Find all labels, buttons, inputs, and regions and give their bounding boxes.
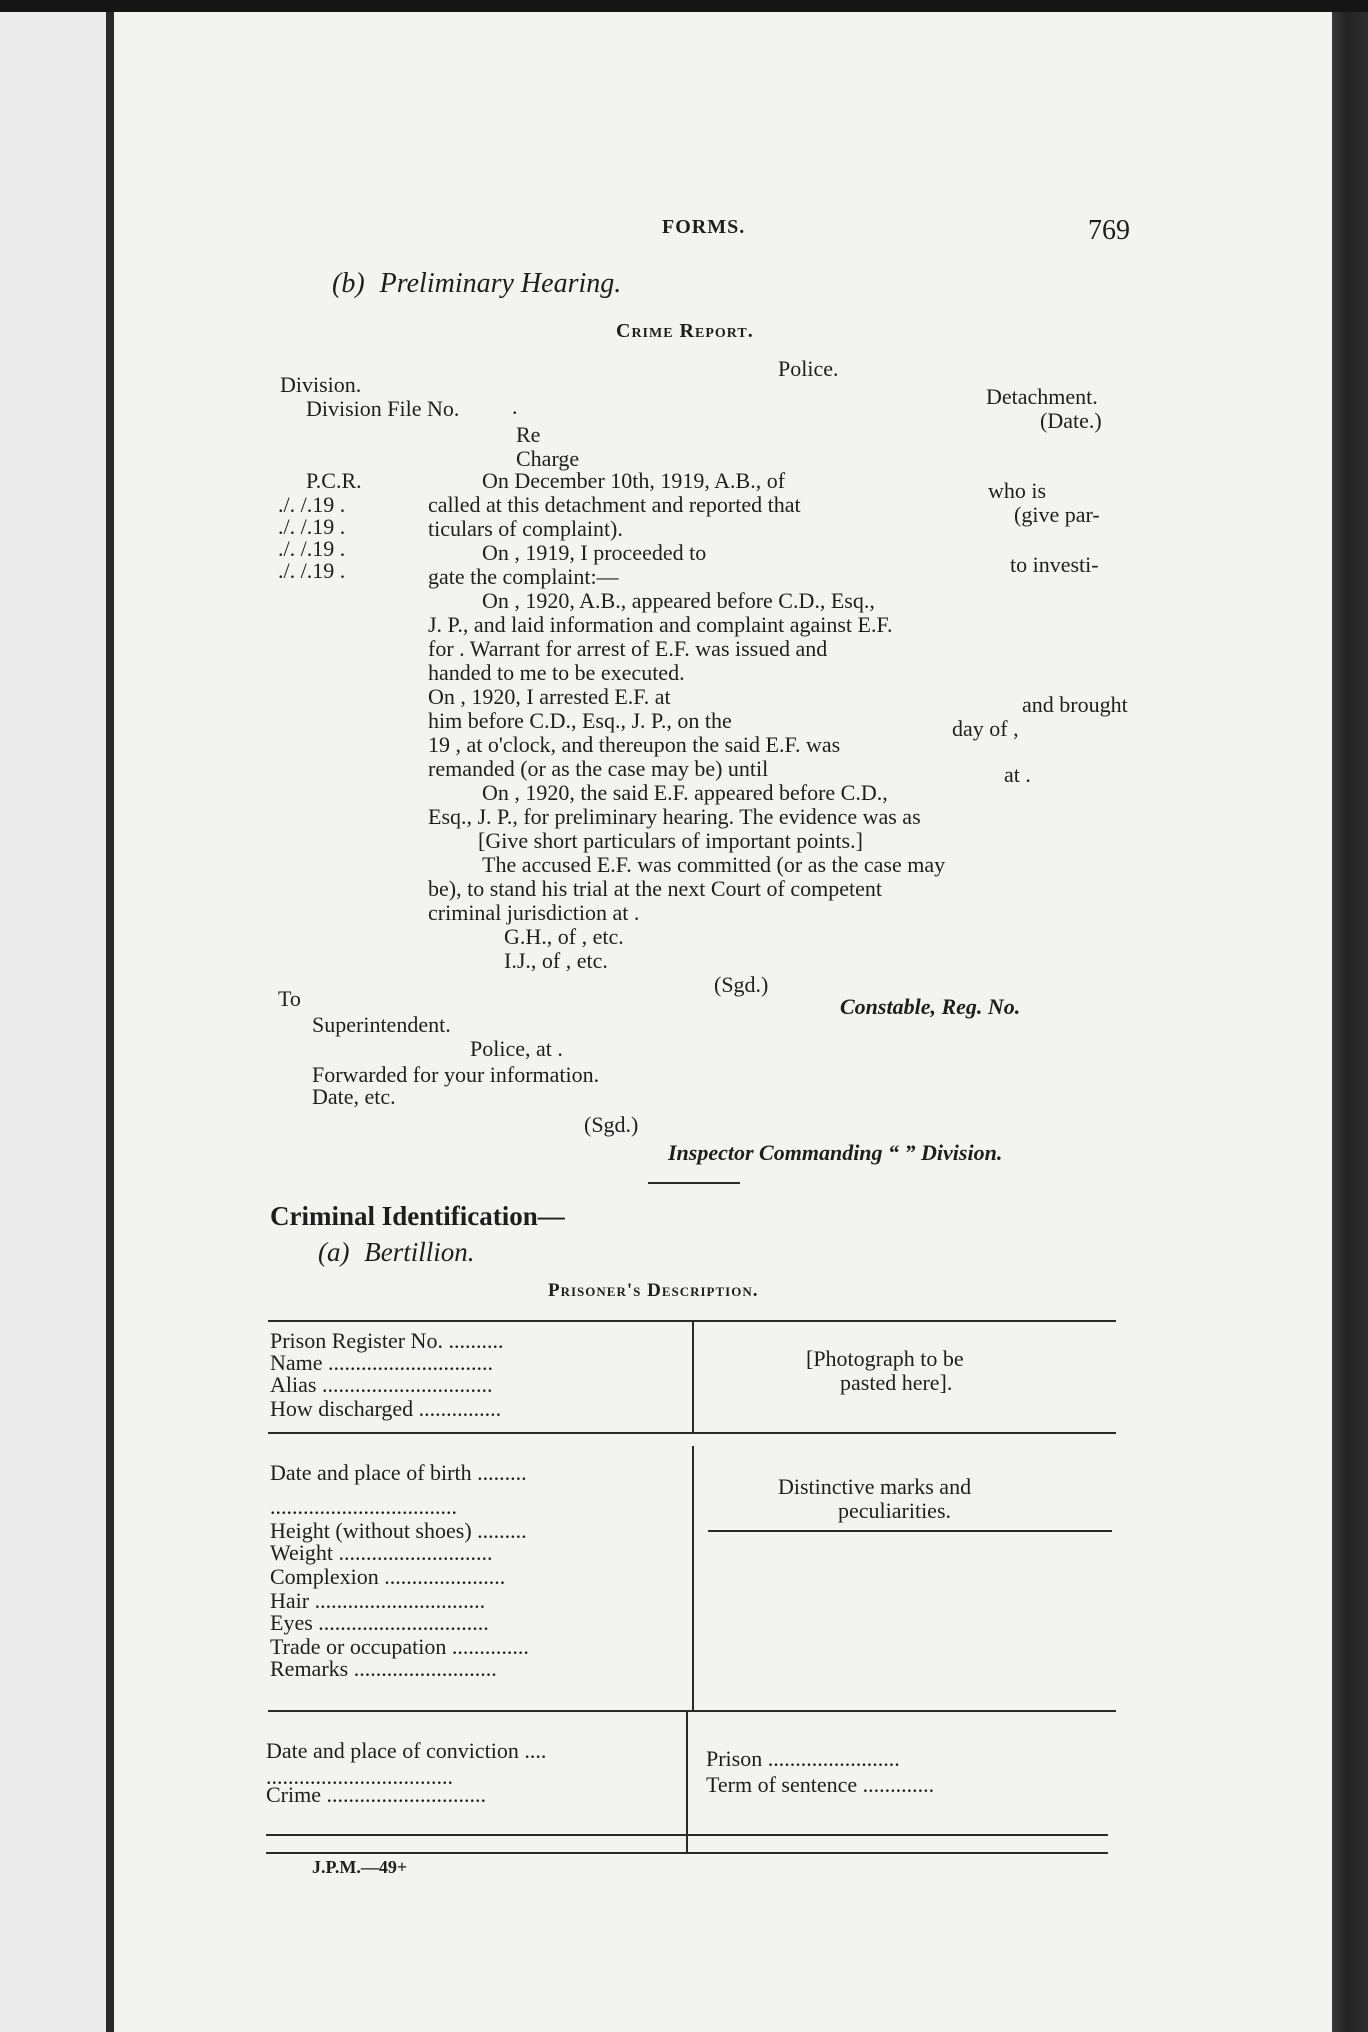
table-rule (268, 1432, 1116, 1434)
report-line: On , 1920, A.B., appeared before C.D., Esq., (482, 588, 875, 613)
pcr-row: ./. /.19 . (278, 492, 346, 517)
division-label: Division. (280, 372, 362, 397)
sub-text: Bertillion. (364, 1237, 475, 1267)
report-line: Esq., J. P., for preliminary hearing. The evidence was as (428, 804, 921, 829)
report-line-right: day of , (952, 716, 1019, 741)
form-field: Alias ............................... (270, 1372, 493, 1397)
pcr-row: ./. /.19 . (278, 536, 346, 561)
pcr-row: ./. /.19 . (278, 514, 346, 539)
report-line: criminal jurisdiction at . (428, 900, 640, 925)
superintendent-line: Superintendent. (312, 1012, 451, 1037)
constable-line: Constable, Reg. No. (840, 994, 1021, 1019)
page-number: 769 (1088, 215, 1130, 246)
form-field: Eyes ............................... (270, 1610, 489, 1635)
form-field: Crime ............................. (266, 1782, 486, 1807)
division-file-label: Division File No. (306, 396, 460, 421)
report-line-right: to investi- (1010, 552, 1099, 577)
form-field: Prison Register No. .......... (270, 1328, 504, 1353)
report-line: The accused E.F. was committed (or as the case may (482, 852, 946, 877)
re-label: Re (516, 422, 541, 447)
detachment-label: Detachment. (986, 384, 1098, 409)
report-line: On December 10th, 1919, A.B., of (482, 468, 786, 493)
report-line: him before C.D., Esq., J. P., on the (428, 708, 732, 733)
forwarded-line: Forwarded for your information. (312, 1062, 600, 1087)
form-field: Remarks .......................... (270, 1656, 497, 1681)
signature-mark: J.P.M.—49+ (312, 1857, 408, 1877)
heading-text: Preliminary Hearing. (379, 268, 622, 299)
inspector-line: Inspector Commanding “ ” Division. (668, 1140, 1003, 1165)
report-line-right: (give par- (1014, 502, 1100, 527)
marks-heading: peculiarities. (838, 1498, 952, 1523)
crime-report-title: Crime Report. (616, 320, 754, 342)
scan-top-edge (0, 0, 1368, 12)
report-line-right: and brought (1022, 692, 1128, 717)
table-rule-bottom (266, 1834, 1108, 1836)
pcr-row: ./. /.19 . (278, 558, 346, 583)
prisoners-description-title: Prisoner's Description. (548, 1280, 759, 1301)
photograph-note: pasted here]. (840, 1370, 953, 1395)
table-divider (686, 1710, 688, 1852)
page (114, 12, 1332, 2032)
form-field: Complexion ...................... (270, 1564, 506, 1589)
report-line-right: who is (988, 478, 1047, 503)
signed-line-2: (Sgd.) (584, 1112, 639, 1137)
form-field: Trade or occupation .............. (270, 1634, 529, 1659)
book-spine (106, 12, 114, 2032)
to-label: To (278, 986, 301, 1011)
form-field: Name .............................. (270, 1350, 494, 1375)
report-line: handed to me to be executed. (428, 660, 685, 685)
charge-label: Charge (516, 446, 580, 471)
form-field: Hair ............................... (270, 1588, 486, 1613)
report-line: J. P., and laid information and complaint against E.F. (428, 612, 893, 637)
report-line: remanded (or as the case may be) until (428, 756, 769, 781)
form-field: Term of sentence ............. (706, 1772, 935, 1797)
pcr-label: P.C.R. (306, 468, 362, 493)
form-field: Date and place of conviction .... (266, 1738, 547, 1763)
report-line: On , 1919, I proceeded to (482, 540, 707, 565)
photograph-note: [Photograph to be (806, 1346, 964, 1371)
marks-heading: Distinctive marks and (778, 1474, 972, 1499)
file-dot: . (512, 394, 518, 419)
form-field: Height (without shoes) ......... (270, 1518, 527, 1543)
report-line: On , 1920, I arrested E.F. at (428, 684, 671, 709)
report-line: On , 1920, the said E.F. appeared before C.D., (482, 780, 888, 805)
table-divider (692, 1446, 694, 1710)
date-etc-line: Date, etc. (312, 1084, 396, 1109)
facing-page-edge (0, 12, 106, 2032)
running-title: FORMS. (662, 216, 746, 238)
heading-letter: (b) (332, 268, 365, 299)
criminal-id-heading: Criminal Identification— (270, 1201, 565, 1231)
form-field: Prison ........................ (706, 1746, 900, 1771)
report-line: for . Warrant for arrest of E.F. was issued and (428, 636, 828, 661)
form-field: .................................. (266, 1764, 453, 1789)
section-heading (332, 268, 621, 300)
witness-line: G.H., of , etc. (504, 924, 624, 949)
report-line: ticulars of complaint). (428, 516, 623, 541)
form-field: Weight ............................ (270, 1540, 493, 1565)
sub-letter: (a) (318, 1237, 350, 1267)
report-line: gate the complaint:— (428, 564, 619, 589)
table-divider (692, 1320, 694, 1434)
bertillion-heading (318, 1236, 474, 1268)
police-at-line: Police, at . (470, 1036, 563, 1061)
scan-right-edge (1332, 12, 1368, 2032)
report-line: be), to stand his trial at the next Court of competent (428, 876, 882, 901)
report-line: 19 , at o'clock, and thereupon the said E.F. was (428, 732, 841, 757)
signed-line: (Sgd.) (714, 972, 769, 997)
section-divider (648, 1182, 740, 1184)
report-line-right: at . (1004, 762, 1031, 787)
form-field: How discharged ............... (270, 1396, 502, 1421)
table-rule (268, 1710, 1116, 1712)
witness-line: I.J., of , etc. (504, 948, 608, 973)
police-label: Police. (778, 356, 839, 381)
form-field: .................................. (270, 1494, 457, 1519)
marks-rule (708, 1530, 1112, 1532)
report-line: [Give short particulars of important points.] (478, 828, 863, 853)
report-line: called at this detachment and reported that (428, 492, 801, 517)
form-field: Date and place of birth ......... (270, 1460, 527, 1485)
date-label: (Date.) (1040, 408, 1102, 433)
